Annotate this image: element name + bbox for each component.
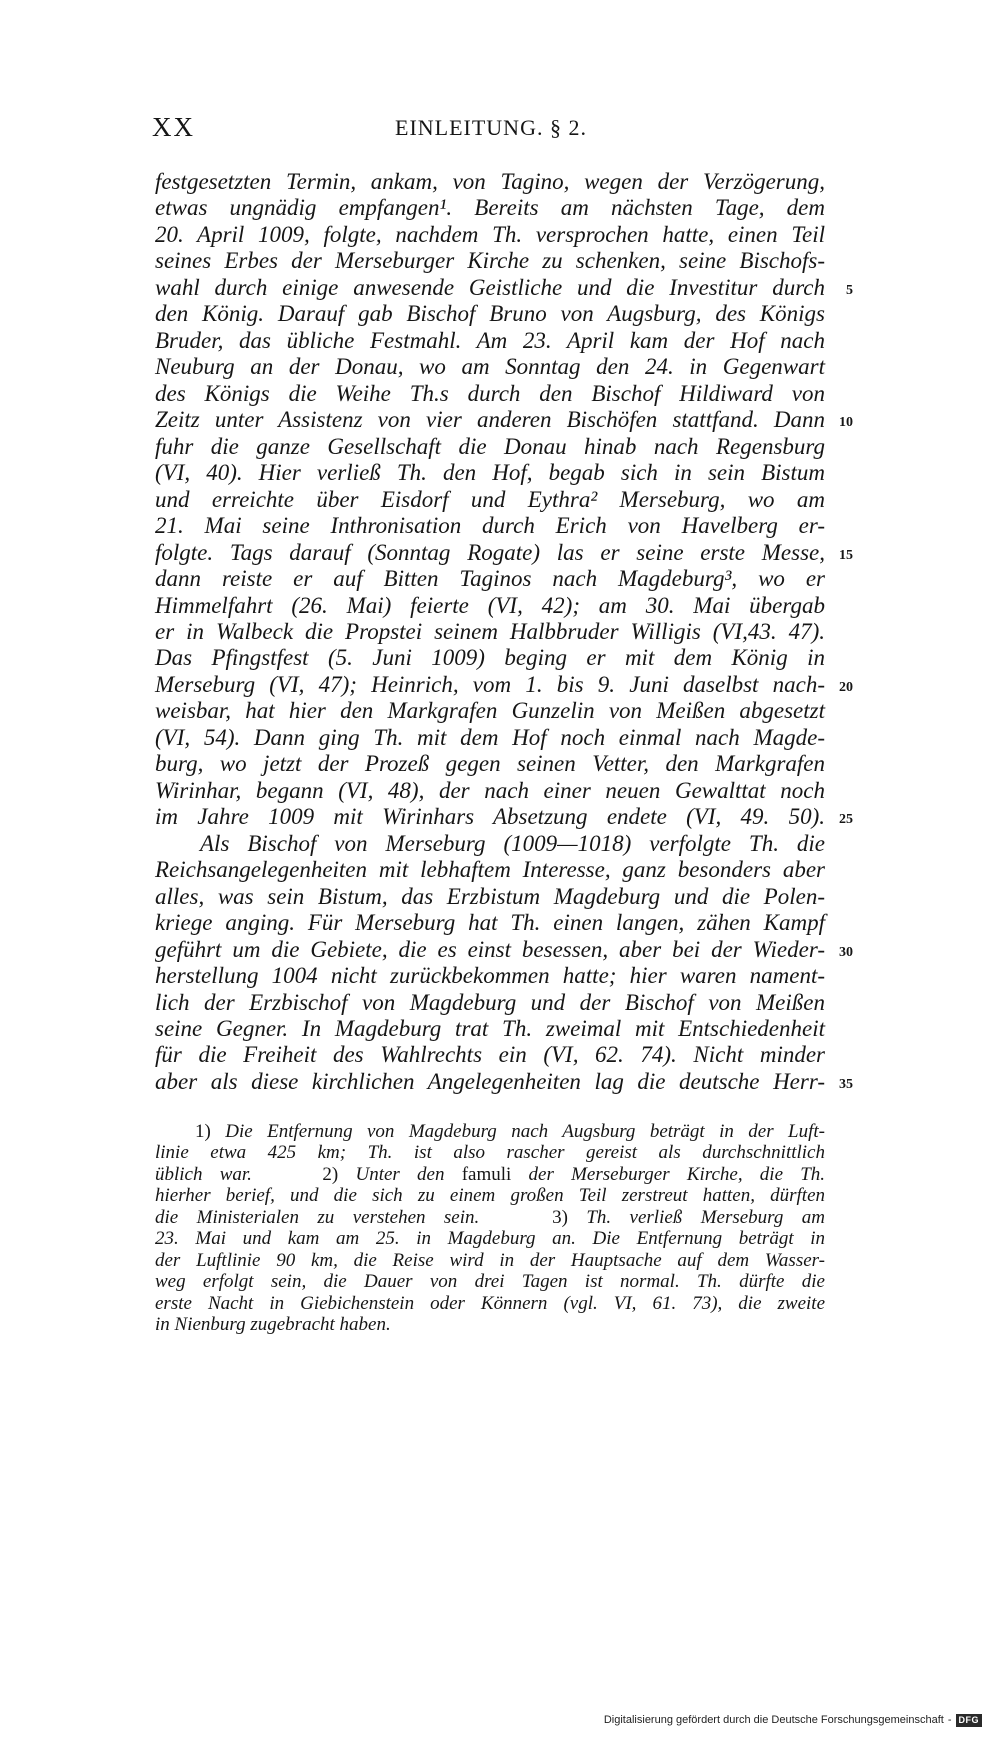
body-line-text: fuhr die ganze Gesellschaft die Donau hinab nach Regensburg [155, 433, 825, 459]
footnote-marker: 2) [322, 1163, 339, 1185]
footnote-text: Die Entfernung von Magdeburg nach Augsburg beträgt in der Luft- [225, 1121, 826, 1142]
margin-line-number: 10 [839, 415, 853, 431]
body-line [155, 990, 825, 1016]
footnote-line [155, 1207, 825, 1228]
body-line [155, 195, 825, 221]
body-line-text: Neuburg an der Donau, wo am Sonntag den 24. in Gegenwart [155, 354, 825, 380]
body-line-text: im Jahre 1009 mit Wirinhars Absetzung endete (VI, 49. 50). [155, 804, 825, 830]
body-line [155, 1016, 825, 1042]
body-line [155, 274, 853, 301]
footnote-text: Th. verließ Merseburg am [586, 1206, 825, 1228]
body-line [155, 539, 853, 566]
body-line-text: festgesetzten Termin, ankam, von Tagino, wegen der Verzögerung, [155, 169, 825, 194]
body-line-text: weisbar, hat hier den Markgrafen Gunzelin von Meißen abgesetzt [155, 698, 825, 724]
body-line-text: Himmelfahrt (26. Mai) feierte (VI, 42); am 30. Mai übergab [155, 592, 825, 618]
margin-line-number: 20 [839, 679, 853, 695]
body-line-text: Reichsangelegenheiten mit lebhaftem Interesse, ganz besonders aber [155, 857, 825, 883]
margin-line-number: 35 [839, 1076, 853, 1092]
body-line [155, 1042, 825, 1068]
footnote-line: hierher berief, und die sich zu einem großen Teil zerstreut hatten, dürften [155, 1185, 825, 1207]
footnote-line: weg erfolgt sein, die Dauer von drei Tagen ist normal. Th. dürfte die [155, 1271, 825, 1293]
body-line-text: (VI, 40). Hier verließ Th. den Hof, begab sich in sein Bistum [155, 460, 825, 486]
body-line [155, 328, 825, 354]
body-line-text: seine Gegner. In Magdeburg trat Th. zweimal mit Entschiedenheit [155, 1016, 825, 1041]
body-line [155, 593, 825, 619]
body-line-text: 21. Mai seine Inthronisation durch Erich von Havelberg er- [155, 513, 825, 539]
body-line-text: seines Erbes der Merseburger Kirche zu schenken, seine Bischofs- [155, 248, 825, 274]
body-line-text: aber als diese kirchlichen Angelegenheiten lag die deutsche Herr- [155, 1068, 825, 1094]
body-line-text: er in Walbeck die Propstei seinem Halbbruder Willigis (VI,43. 47). [155, 618, 825, 644]
digitization-credit [604, 1713, 982, 1727]
body-line-text: herstellung 1004 nicht zurückbekommen hatte; hier waren nament- [155, 963, 825, 989]
footnote-line: in Nienburg zugebracht haben. [155, 1313, 391, 1335]
footnote-line [155, 1164, 825, 1185]
footnote-text: der Merseburger Kirche, die Th. [528, 1163, 826, 1185]
body-line [155, 963, 825, 989]
body-line [155, 936, 853, 963]
body-line [155, 725, 825, 751]
body-line-text: etwas ungnädig empfangen¹. Bereits am nächsten Tage, dem [155, 195, 825, 221]
footnote-text: Unter den [355, 1163, 445, 1185]
body-line [155, 487, 825, 513]
margin-line-number: 15 [839, 547, 853, 563]
body-line-text: Zeitz unter Assistenz von vier anderen Bischöfen stattfand. Dann [155, 407, 825, 433]
footnote-text: üblich war. [155, 1163, 252, 1185]
body-line-text: folgte. Tags darauf (Sonntag Rogate) las er seine erste Messe, [155, 539, 825, 565]
body-line-text: Als Bischof von Merseburg (1009—1018) verfolgte Th. die [200, 830, 825, 856]
footnote-line: linie etwa 425 km; Th. ist also rascher gereist als durchschnittlich [155, 1142, 825, 1164]
footnote-marker: 1) [195, 1121, 211, 1142]
body-line [155, 434, 825, 460]
body-line [155, 248, 825, 274]
footnotes [155, 1121, 825, 1335]
body-line-text: wahl durch einige anwesende Geistliche und die Investitur durch [155, 274, 825, 300]
body-line-text: alles, was sein Bistum, das Erzbistum Magdeburg und die Polen- [155, 883, 825, 909]
body-line [155, 645, 825, 671]
body-line [155, 169, 825, 195]
credit-text: Digitalisierung gefördert durch die Deutsche Forschungsgemeinschaft [603, 1714, 944, 1726]
body-line-text: Merseburg (VI, 47); Heinrich, vom 1. bis 9. Juni daselbst nach- [155, 671, 825, 697]
body-line [155, 751, 825, 777]
body-line-text: burg, wo jetzt der Prozeß gegen seinen Vetter, den Markgrafen [155, 751, 825, 777]
margin-line-number: 30 [839, 944, 853, 960]
body-line [155, 857, 825, 883]
footnote-line: erste Nacht in Giebichenstein oder Könnern (vgl. VI, 61. 73), die zweite [155, 1292, 825, 1314]
body-line [155, 513, 825, 539]
body-line [155, 778, 825, 804]
body-line [155, 671, 853, 698]
body-text [155, 169, 853, 1095]
running-title: EINLEITUNG. § 2. [395, 115, 587, 140]
footnote-line: der Luftlinie 90 km, die Reise wird in der Hauptsache auf dem Wasser- [155, 1249, 825, 1271]
body-line-text: den König. Darauf gab Bischof Bruno von Augsburg, des Königs [155, 301, 825, 327]
body-line [155, 407, 853, 433]
dfg-logo: DFG [956, 1714, 983, 1727]
body-line-text: und erreichte über Eisdorf und Eythra² Merseburg, wo am [155, 486, 825, 512]
body-line [155, 804, 853, 830]
footnote-text: die Ministerialen zu verstehen sein. [155, 1206, 480, 1228]
footnote-latin-term: famuli [461, 1163, 512, 1185]
body-line [155, 619, 825, 645]
body-line-text: 20. April 1009, folgte, nachdem Th. versprochen hatte, einen Teil [155, 221, 825, 247]
paragraph-first-line [155, 831, 825, 857]
margin-line-number: 25 [839, 812, 853, 828]
body-line-text: lich der Erzbischof von Magdeburg und der Bischof von Meißen [155, 989, 825, 1015]
body-line-text: des Königs die Weihe Th.s durch den Bischof Hildiward von [155, 380, 825, 406]
body-line-text: Bruder, das übliche Festmahl. Am 23. April kam der Hof nach [155, 327, 825, 353]
page-number: XX [152, 112, 195, 142]
footnote-line: 23. Mai und kam am 25. in Magdeburg an. Die Entfernung beträgt in [155, 1228, 825, 1250]
body-line [155, 460, 825, 486]
margin-line-number: 5 [846, 282, 853, 298]
footnote-marker: 3) [552, 1206, 568, 1228]
body-line-text: Wirinhar, begann (VI, 48), der nach einer neuen Gewalttat noch [155, 777, 825, 803]
body-line [155, 381, 825, 407]
credit-separator: - [947, 1714, 952, 1726]
body-line [155, 1068, 853, 1095]
body-line [155, 354, 825, 380]
body-line [155, 910, 825, 936]
body-line [155, 301, 825, 327]
body-line [155, 566, 825, 592]
body-line-text: (VI, 54). Dann ging Th. mit dem Hof noch einmal nach Magde- [155, 724, 825, 750]
footnote-line [155, 1121, 825, 1142]
body-line-text: dann reiste er auf Bitten Taginos nach Magdeburg³, wo er [155, 566, 825, 592]
body-line-text: geführt um die Gebiete, die es einst besessen, aber bei der Wieder- [155, 936, 825, 962]
body-line-text: Das Pfingstfest (5. Juni 1009) beging er mit dem König in [155, 645, 825, 671]
body-line [155, 222, 825, 248]
body-line [155, 884, 825, 910]
body-line [155, 698, 825, 724]
body-line-text: für die Freiheit des Wahlrechts ein (VI, 62. 74). Nicht minder [155, 1042, 825, 1068]
body-line-text: kriege anging. Für Merseburg hat Th. einen langen, zähen Kampf [155, 910, 825, 936]
